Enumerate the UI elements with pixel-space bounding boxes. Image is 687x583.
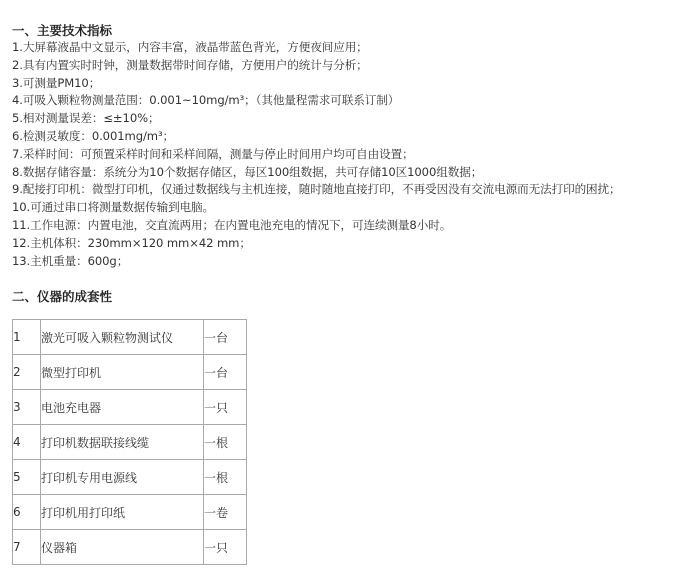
- item-name: 电池充电器: [41, 390, 204, 425]
- spec-item: 7.采样时间：可预置采样时间和采样间隔，测量与停止时间用户均可自由设置；: [12, 146, 414, 161]
- spec-item: 1.大屏幕液晶中文显示，内容丰富，液晶带蓝色背光，方便夜间应用；: [12, 40, 368, 54]
- spec-item: 12.主机体积：230mm×120 mm×42 mm；: [12, 235, 251, 250]
- kit-table: [12, 319, 247, 565]
- item-name: 仪器箱: [41, 530, 204, 565]
- item-name: 打印机专用电源线: [41, 460, 204, 495]
- item-name: 激光可吸入颗粒物测试仪: [41, 320, 204, 355]
- item-name: 微型打印机: [41, 355, 204, 390]
- item-quantity: 一根: [204, 460, 247, 495]
- table-row: [13, 530, 247, 565]
- table-row: [13, 460, 247, 495]
- table-row: [13, 390, 247, 425]
- item-quantity: 一台: [204, 320, 247, 355]
- item-name: 打印机数据联接线缆: [41, 425, 204, 460]
- section-heading-kit: 二、仪器的成套性: [12, 289, 113, 305]
- spec-list: [12, 39, 682, 270]
- item-quantity: 一只: [204, 390, 247, 425]
- spec-item: 6.检测灵敏度：0.001mg/m³；: [12, 128, 175, 143]
- row-number: 4: [13, 425, 41, 460]
- row-number: 1: [13, 320, 41, 355]
- spec-item: 10.可通过串口将测量数据传输到电脑。: [12, 200, 215, 215]
- spec-item: 4.可吸入颗粒物测量范围：0.001~10mg/m³；（其他量程需求可联系订制）: [12, 93, 400, 108]
- section-heading-specs: 一、主要技术指标: [12, 23, 113, 38]
- spec-item: 3.可测量PM10；: [12, 75, 101, 90]
- table-row: [13, 320, 247, 355]
- spec-item: 8.数据存储容量：系统分为10个数据存储区，每区100组数据，共可存储10区1000组数据；: [12, 164, 483, 179]
- row-number: 5: [13, 460, 41, 495]
- spec-item: 11.工作电源：内置电池，交直流两用；在内置电池充电的情况下，可连续测量8小时。: [12, 217, 452, 232]
- spec-item: 2.具有内置实时时钟，测量数据带时间存储，方便用户的统计与分析；: [12, 57, 368, 72]
- item-name: 打印机用打印纸: [41, 495, 204, 530]
- document-body: [12, 22, 682, 565]
- row-number: 7: [13, 530, 41, 565]
- table-row: [13, 355, 247, 390]
- spec-item: 5.相对测量误差：≤±10%；: [12, 111, 160, 126]
- table-row: [13, 425, 247, 460]
- section-spacer: [12, 270, 682, 288]
- item-quantity: 一卷: [204, 495, 247, 530]
- item-quantity: 一根: [204, 425, 247, 460]
- row-number: 3: [13, 390, 41, 425]
- item-quantity: 一台: [204, 355, 247, 390]
- spec-item: 9.配接打印机：微型打印机，仅通过数据线与主机连接，随时随地直接打印，不再受因没有交流电源而无法打印的困扰；: [12, 182, 621, 197]
- row-number: 2: [13, 355, 41, 390]
- table-row: [13, 495, 247, 530]
- item-quantity: 一只: [204, 530, 247, 565]
- row-number: 6: [13, 495, 41, 530]
- spec-item: 13.主机重量：600g；: [12, 253, 129, 268]
